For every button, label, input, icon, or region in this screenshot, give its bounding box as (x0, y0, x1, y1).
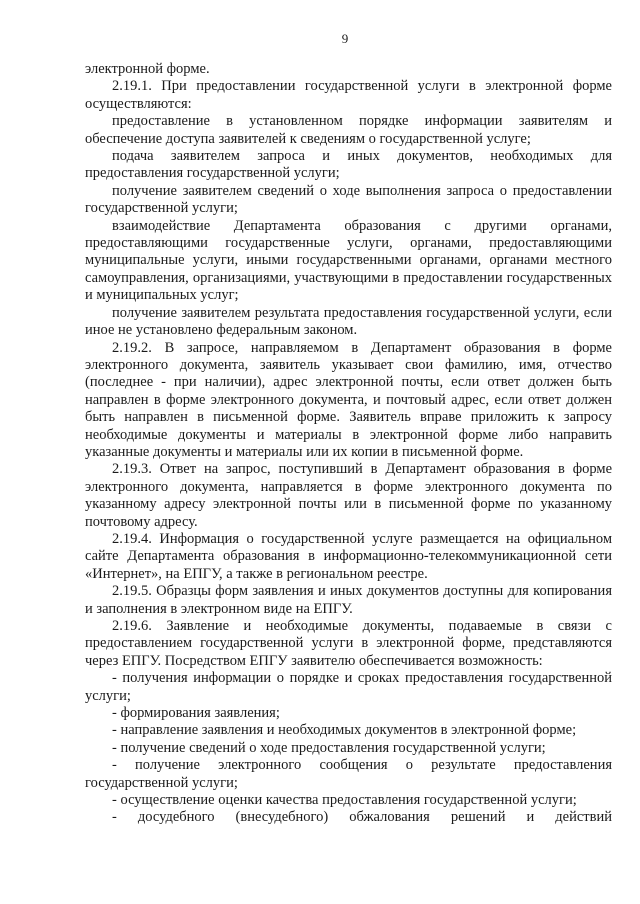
clause-2-19-6-item: - досудебного (внесудебного) обжалования решений и действий (112, 809, 612, 826)
page-number: 9 (341, 31, 349, 46)
clause-2-19-6-item: - осуществление оценки качества предоставления государственной услуги; (112, 792, 577, 809)
clause-2-19-6-item: - получения информации о порядке и сроках предоставления государственной услуги; (85, 670, 612, 704)
clause-2-19-6-item: - направление заявления и необходимых документов в электронной форме; (112, 722, 577, 739)
clause-2-19-1: 2.19.1. При предоставлении государственной услуги в электронной форме осуществляются: (85, 78, 612, 112)
clause-2-19-5: 2.19.5. Образцы форм заявления и иных документов доступны для копирования и заполнения в электронном виде на ЕПГУ. (85, 583, 612, 617)
clause-2-19-6-item: - получение сведений о ходе предоставления государственной услуги; (112, 739, 546, 756)
clause-2-19-3: 2.19.3. Ответ на запрос, поступивший в Департамент образования в форме электронного документа, направляется в форме электронного документа по указанному адресу электронной почты или в письменной форме по указанному почтовому адресу. (85, 461, 612, 530)
clause-2-19-4: 2.19.4. Информация о государственной услуге размещается на официальном сайте Департамента образования в информационно-телекоммуникационной сети «Интернет», на ЕПГУ, а также в региональном реестре. (85, 530, 612, 582)
document-body (85, 61, 612, 827)
clause-2-19-2: 2.19.2. В запросе, направляемом в Департамент образования в форме электронного документа, заявитель указывает свои фамилию, имя, отчество (последнее - при наличии), адрес электронной почты, если ответ должен быть направлен в форме электронного документа, и почтовый адрес, если ответ должен быть направлен в письменной форме. Заявитель вправе приложить к запросу необходимые документы и материалы в электронной форме либо направить указанные документы и материалы или их копии в письменной форме. (85, 339, 612, 460)
clause-2-19-1-item: предоставление в установленном порядке информации заявителям и обеспечение доступа заявителей к сведениям о государственной услуге; (85, 113, 612, 147)
clause-2-19-6-item: - формирования заявления; (112, 705, 280, 722)
clause-2-19-6: 2.19.6. Заявление и необходимые документы, подаваемые в связи с предоставлением государственной услуги в электронной форме, представляются через ЕПГУ. Посредством ЕПГУ заявителю обеспечивается возможность: (85, 618, 612, 669)
clause-2-19-1-item: получение заявителем сведений о ходе выполнения запроса о предоставлении государственной услуги; (85, 182, 612, 217)
clause-2-19-1-item: взаимодействие Департамента образования с другими органами, предоставляющими государственные услуги, органами, предоставляющими муниципальные услуги, иными государственными органами, органами местного самоуправления, организациями, участвующими в предоставлении государственных и муниципальных услуг; (85, 217, 612, 304)
clause-2-19-6-item: - получение электронного сообщения о результате предоставления государственной услуги; (85, 757, 612, 791)
clause-2-19-1-item: подача заявителем запроса и иных документов, необходимых для предоставления государственной услуги; (85, 148, 612, 182)
clause-2-19-1-item: получение заявителем результата предоставления государственной услуги, если иное не установлено федеральным законом. (85, 304, 612, 339)
continued-paragraph: электронной форме. (85, 61, 210, 77)
